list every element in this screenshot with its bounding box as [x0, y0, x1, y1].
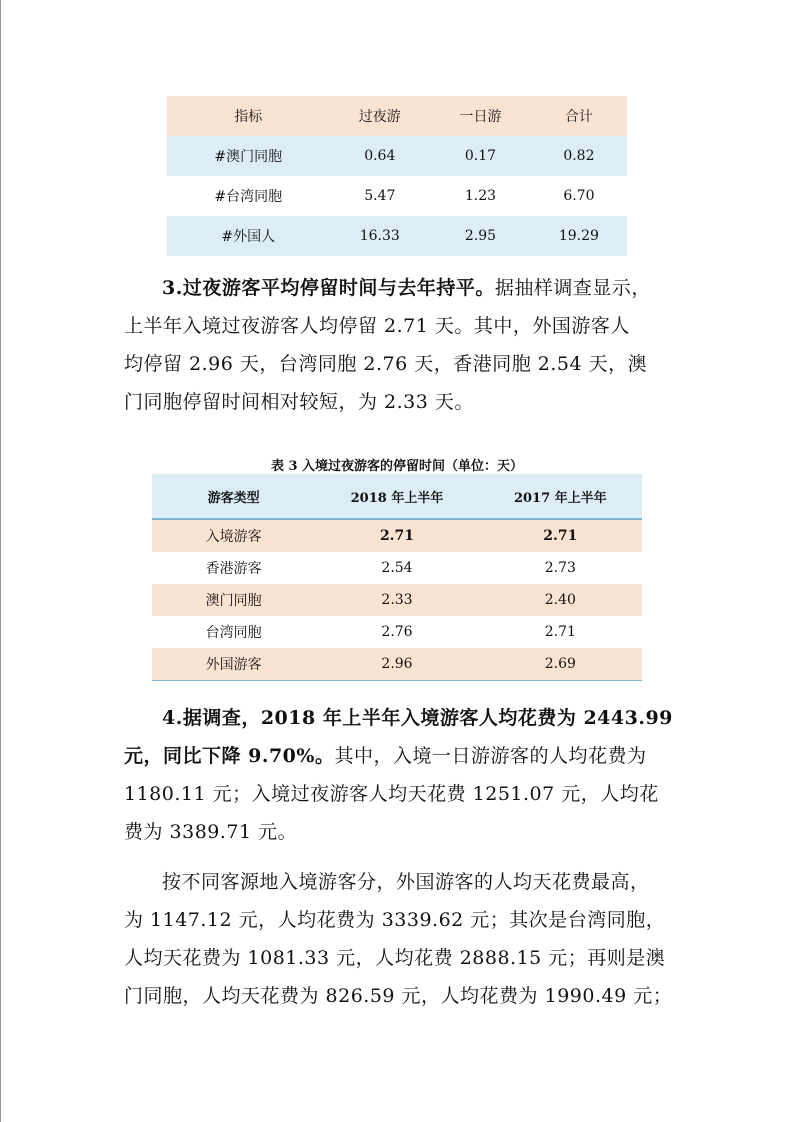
- page-edge-line: [0, 0, 1, 1122]
- table-row: [152, 552, 642, 584]
- table-row: [152, 648, 642, 681]
- paragraph-text: 据抽样调查显示，: [494, 277, 651, 299]
- header-cell: 游客类型: [152, 474, 315, 519]
- table-cell: 1.23: [430, 176, 531, 216]
- paragraph-line: 1180.11 元；入境过夜游客人均天花费 1251.07 元，人均花: [124, 783, 659, 805]
- table-cell: 16.33: [329, 216, 430, 256]
- table-cell: 入境游客: [152, 519, 315, 552]
- table-cell: 2.33: [315, 584, 478, 616]
- table-cell: 2.95: [430, 216, 531, 256]
- table-cell: 0.64: [329, 136, 430, 176]
- paragraph-heading: 元，同比下降 9.70%。: [124, 745, 335, 767]
- table-cell: 外国游客: [152, 648, 315, 681]
- table-row: [152, 584, 642, 616]
- table-cell: 2.69: [479, 648, 642, 681]
- paragraph-line: [124, 269, 684, 307]
- header-cell: 一日游: [430, 96, 531, 136]
- paragraph-stay-duration: [124, 269, 684, 421]
- table-cell: #台湾同胞: [167, 176, 329, 216]
- paragraph-by-source: [124, 863, 684, 1015]
- header-cell: 过夜游: [329, 96, 430, 136]
- table-cell: 台湾同胞: [152, 616, 315, 648]
- paragraph-text: 其中，入境一日游游客的人均花费为: [334, 745, 647, 767]
- paragraph-heading: 3.过夜游客平均停留时间与去年持平。: [162, 277, 495, 299]
- header-cell: 2018 年上半年: [315, 474, 478, 519]
- table-cell: 澳门同胞: [152, 584, 315, 616]
- table-row: [167, 216, 627, 256]
- table-cell: #外国人: [167, 216, 329, 256]
- table-cell: 0.17: [430, 136, 531, 176]
- table-row: [152, 519, 642, 552]
- paragraph-line: [124, 737, 684, 775]
- table-row: [167, 136, 627, 176]
- paragraph-line: 上半年入境过夜游客人均停留 2.71 天。其中，外国游客人: [124, 315, 630, 337]
- table-cell: 2.71: [479, 616, 642, 648]
- header-cell: 合计: [531, 96, 627, 136]
- table-cell: 2.54: [315, 552, 478, 584]
- table-cell: 2.71: [479, 519, 642, 552]
- paragraph-line: 均停留 2.96 天，台湾同胞 2.76 天，香港同胞 2.54 天，澳: [124, 353, 648, 375]
- table-cell: 2.73: [479, 552, 642, 584]
- table-caption: 表 3 入境过夜游客的停留时间（单位：天）: [270, 459, 524, 474]
- paragraph-line: 按不同客源地入境游客分，外国游客的人均天花费最高，: [162, 871, 650, 893]
- table-cell: #澳门同胞: [167, 136, 329, 176]
- table-header-row: [152, 474, 642, 519]
- paragraph-line: 门同胞停留时间相对较短，为 2.33 天。: [124, 391, 474, 413]
- table-header-row: [167, 96, 627, 136]
- paragraph-line: 门同胞，人均天花费为 826.59 元，人均花费为 1990.49 元；: [124, 985, 673, 1007]
- table-cell: 0.82: [531, 136, 627, 176]
- overnight-day-trip-table: [167, 96, 627, 256]
- stay-duration-table: [152, 474, 642, 681]
- paragraph-line: 费为 3389.71 元。: [124, 821, 298, 843]
- table-cell: 2.40: [479, 584, 642, 616]
- header-cell: 2017 年上半年: [479, 474, 642, 519]
- table-cell: 2.96: [315, 648, 478, 681]
- paragraph-line: 人均天花费为 1081.33 元，人均花费 2888.15 元；再则是澳: [124, 947, 666, 969]
- paragraph-line: 为 1147.12 元，人均花费为 3339.62 元；其次是台湾同胞，: [124, 909, 666, 931]
- table-cell: 19.29: [531, 216, 627, 256]
- table-cell: 2.71: [315, 519, 478, 552]
- table-cell: 6.70: [531, 176, 627, 216]
- paragraph-line: 4.据调查，2018 年上半年入境游客人均花费为 2443.99: [162, 707, 673, 729]
- table-cell: 5.47: [329, 176, 430, 216]
- table-cell: 香港游客: [152, 552, 315, 584]
- table-row: [167, 176, 627, 216]
- table-cell: 2.76: [315, 616, 478, 648]
- header-cell: 指标: [167, 96, 329, 136]
- paragraph-spending: [124, 699, 684, 851]
- table-row: [152, 616, 642, 648]
